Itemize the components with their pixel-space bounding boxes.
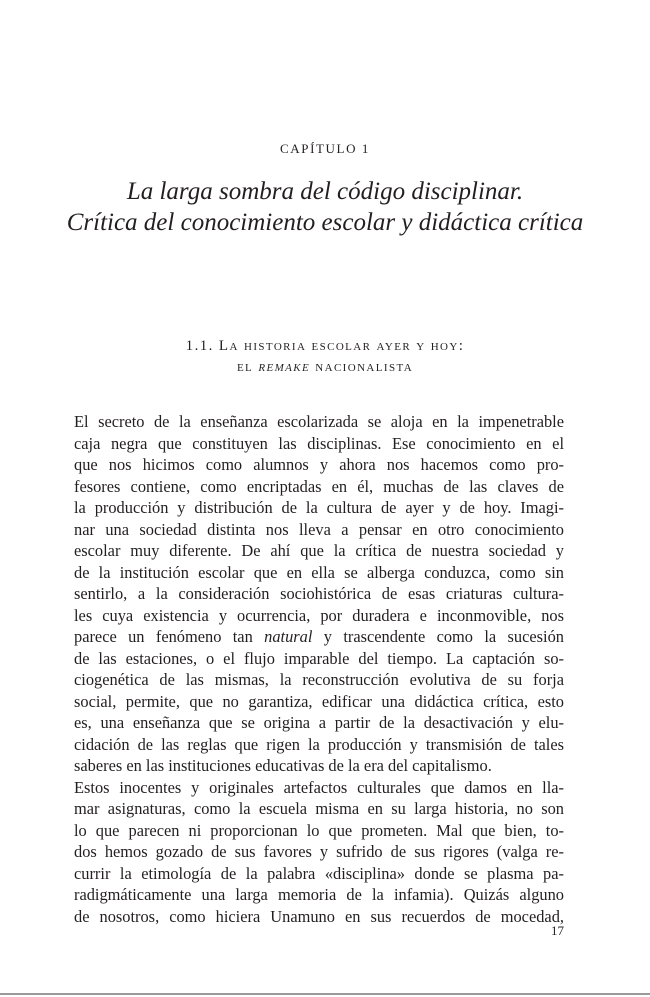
body-text-fragment: y trascendente como la sucesión — [312, 627, 564, 646]
body-line: caja negra que constituyen las disciplinas. Ese conocimiento en el — [74, 433, 564, 453]
body-line: de la institución escolar que en ella se alberga conduzca, como sin — [74, 562, 564, 582]
body-line: ciogenética de las mismas, la reconstrucción evolutiva de su forja — [74, 670, 564, 689]
chapter-label: CAPÍTULO 1 — [279, 141, 371, 156]
section-heading-line-1: 1.1. La historia escolar ayer y hoy: — [185, 338, 465, 354]
page-bottom-edge — [0, 993, 650, 995]
body-line: que nos hicimos como alumnos y ahora nos hacemos como pro- — [74, 455, 564, 474]
body-text-fragment: parece un fenómeno tan — [74, 627, 265, 646]
body-line: es, una enseñanza que se origina a partir de la desactivación y elu- — [74, 713, 564, 732]
body-line: lo que parecen ni proporcionan lo que prometen. Mal que bien, to- — [74, 820, 564, 840]
body-line: de las estaciones, o el flujo imparable del tiempo. La captación so- — [74, 648, 564, 668]
body-line: sentirlo, a la consideración sociohistórica de esas criaturas cultura- — [74, 584, 564, 603]
body-line: cidación de las reglas que rigen la producción y transmisión de tales — [74, 734, 564, 754]
section-heading-line-2 — [0, 357, 650, 378]
body-line: de nosotros, como hiciera Unamuno en sus recuerdos de mocedad, — [74, 906, 564, 926]
chapter-title — [0, 176, 650, 238]
body-line: les cuya existencia y ocurrencia, por duradera e inconmovible, nos — [74, 605, 564, 625]
body-line: nar una sociedad distinta nos lleva a pensar en otro conocimiento — [74, 519, 564, 539]
body-line: la producción y distribución de la cultura de ayer y de hoy. Imagi- — [74, 498, 564, 517]
chapter-title-line-1: La larga sombra del código disciplinar. — [126, 178, 524, 205]
section-heading — [0, 336, 650, 378]
body-line: dos hemos gozado de sus favores y sufrido de sus rigores (valga re- — [74, 842, 564, 861]
body-line: El secreto de la enseñanza escolarizada se aloja en la impenetrable — [74, 412, 564, 431]
body-text-italic: natural — [264, 627, 313, 646]
body-line: mar asignaturas, como la escuela misma en su larga historia, no son — [74, 799, 564, 818]
body-line-paragraph-end: saberes en las instituciones educativas de la era del capitalismo. — [74, 756, 492, 775]
section-heading-prefix: el — [236, 359, 259, 375]
section-heading-italic: remake — [258, 359, 311, 375]
chapter-title-line-2: Crítica del conocimiento escolar y didáctica crítica — [66, 209, 584, 236]
page-number: 17 — [551, 923, 564, 938]
body-line: Estos inocentes y originales artefactos culturales que damos en lla- — [74, 777, 564, 797]
body-line: escolar muy diferente. De ahí que la crítica de nuestra sociedad y — [74, 541, 564, 560]
section-heading-suffix: nacionalista — [310, 359, 414, 375]
body-line: social, permite, que no garantiza, edificar una didáctica crítica, esto — [74, 691, 564, 711]
body-text — [74, 411, 564, 927]
body-line: radigmáticamente una larga memoria de la infamia). Quizás alguno — [74, 885, 564, 904]
body-line: fesores contiene, como encriptadas en él, muchas de las claves de — [74, 476, 564, 496]
body-line-with-italic — [74, 626, 564, 648]
body-line: currir la etimología de la palabra «disciplina» donde se plasma pa- — [74, 863, 564, 883]
